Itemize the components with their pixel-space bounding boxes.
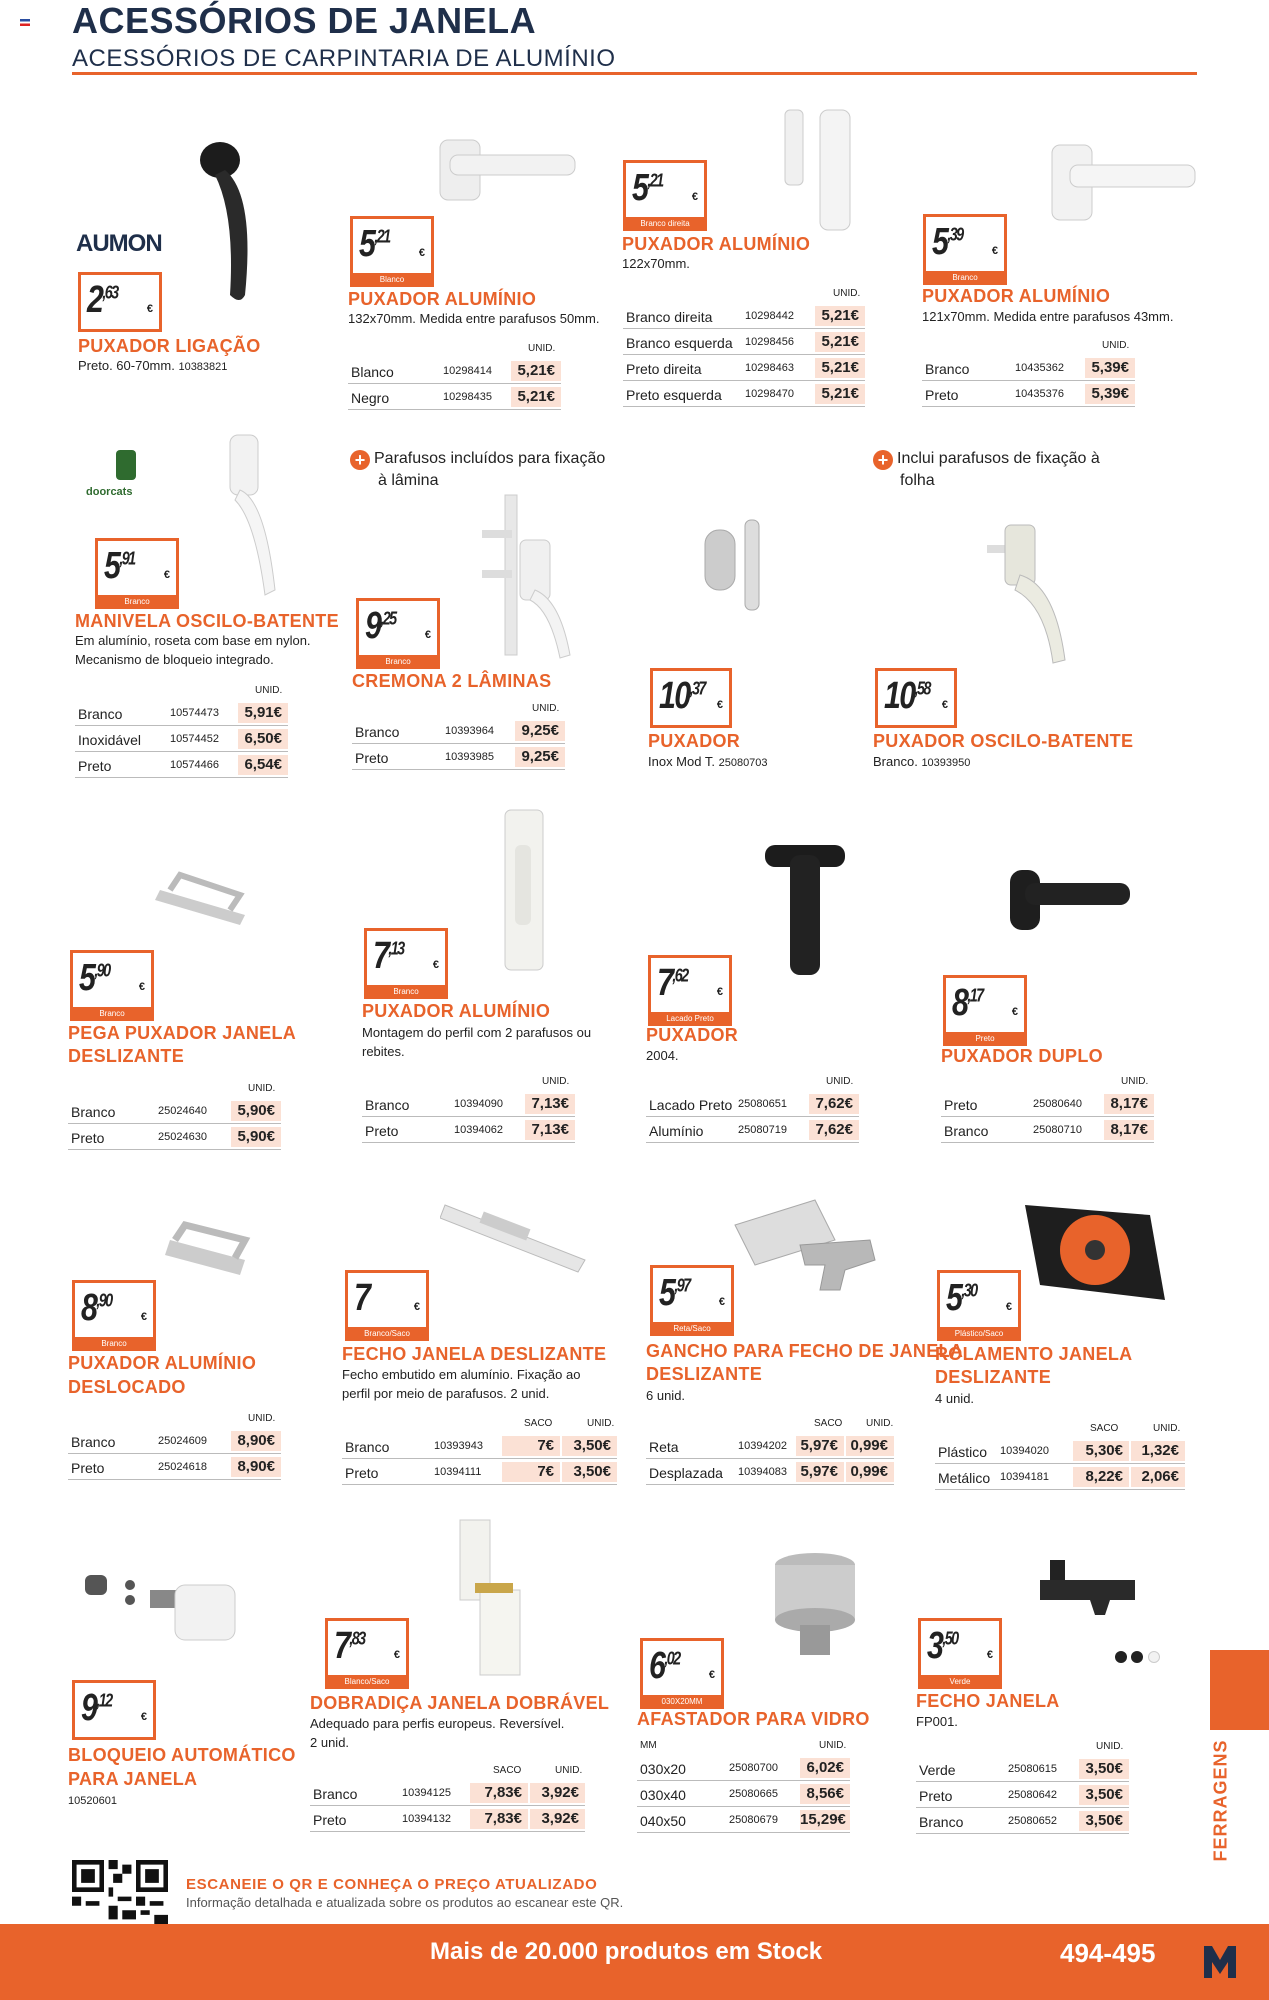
product-name-1: PUXADOR ALUMÍNIO — [68, 1353, 257, 1373]
price-table: UNID. Preto 25080640 8,17€ Branco 25080710 8,17€ — [941, 1073, 1154, 1147]
price-label: Lacado Preto — [648, 1012, 732, 1026]
price-table: SACO UNID. Branco 10394125 7,83€ 3,92€ Preto 10394132 7,83€ 3,92€ — [310, 1762, 585, 1836]
price-label: Reta/Saco — [650, 1322, 734, 1336]
price-label: Branco/Saco — [345, 1327, 429, 1341]
product-name: PUXADOR — [648, 731, 741, 751]
handle-image — [780, 105, 870, 235]
table-row: Branco 10393964 9,25€ — [352, 718, 565, 744]
price-label: Branco — [72, 1337, 156, 1351]
price-tag: $5^{,97}$ € Reta/Saco — [650, 1265, 734, 1325]
table-row: Branco 10394090 7,13€ — [362, 1091, 575, 1117]
table-row: Verde 25080615 3,50€ — [916, 1756, 1129, 1782]
handle-image — [150, 860, 260, 940]
table-row: Inoxidável 10574452 6,50€ — [75, 726, 288, 752]
spacer-image — [770, 1550, 865, 1660]
note: + Inclui parafusos de fixação à — [873, 448, 1100, 470]
price-tag: $5^{,21}$ € Branco direita — [623, 160, 707, 220]
product-name-2: DESLIZANTE — [646, 1364, 763, 1384]
page-subtitle: ACESSÓRIOS DE CARPINTARIA DE ALUMÍNIO — [72, 45, 616, 72]
table-row: Plástico 10394020 5,30€ 1,32€ — [935, 1438, 1185, 1464]
table-row: Preto 10435376 5,39€ — [922, 381, 1135, 407]
price-tag: $8^{,17}$ € Preto — [943, 975, 1027, 1035]
product-desc-1: Montagem do perfil com 2 parafusos ou — [362, 1025, 592, 1040]
table-row: Preto 25024630 5,90€ — [68, 1124, 281, 1150]
product-desc-1: Adequado para perfis europeus. Reversível. — [310, 1716, 565, 1731]
handle-image — [1050, 140, 1200, 230]
lock-image — [80, 1570, 240, 1660]
price-label: Branco — [70, 1007, 154, 1021]
product-name-1: PEGA PUXADOR JANELA — [68, 1023, 297, 1043]
price-label: Verde — [918, 1675, 1002, 1689]
handle-image — [700, 515, 780, 615]
plus-icon: + — [873, 450, 893, 470]
price-tag: $7^{,83}$ € Blanco/Saco — [325, 1618, 409, 1678]
price-table: SACO UNID. Branco 10393943 7€ 3,50€ Preto 10394111 7€ 3,50€ — [342, 1415, 617, 1489]
page-numbers: 494-495 — [1060, 1938, 1156, 1968]
table-row: Preto 10574466 6,54€ — [75, 752, 288, 778]
handle-image — [985, 505, 1095, 665]
table-row: Branco 25024640 5,90€ — [68, 1098, 281, 1124]
price-table: UNID. Verde 25080615 3,50€ Preto 25080642 3,50€ Branco 25080652 3,50€ — [916, 1738, 1129, 1838]
header-divider — [72, 72, 1197, 75]
flag-icon — [20, 19, 30, 26]
table-row: 040x50 25080679 15,29€ — [637, 1807, 850, 1833]
price-tag: $5^{,21}$ € Blanco — [350, 216, 434, 276]
product-name-2: DESLIZANTE — [935, 1367, 1052, 1387]
product-name: PUXADOR OSCILO-BATENTE — [873, 731, 1134, 751]
price-table: UNID. Branco 25024609 8,90€ Preto 25024618 8,90€ — [68, 1410, 281, 1484]
table-row: 030x20 25080700 6,02€ — [637, 1755, 850, 1781]
table-row: Metálico 10394181 8,22€ 2,06€ — [935, 1464, 1185, 1490]
product-desc-1: Em alumínio, roseta com base em nylon. — [75, 633, 311, 648]
hinge-image — [455, 1515, 535, 1680]
price-table: UNID. Blanco 10298414 5,21€ Negro 10298435 5,21€ — [348, 340, 561, 414]
price-table: SACO UNID. Plástico 10394020 5,30€ 1,32€ Metálico 10394181 8,22€ 2,06€ — [935, 1420, 1185, 1494]
price-tag: $6^{,02}$ € 030X20MM — [640, 1638, 724, 1698]
currency: € — [146, 303, 153, 315]
brand-logo-aumon: AUMON — [76, 230, 162, 257]
product-desc: Preto. 60-70mm. 10383821 — [78, 358, 228, 373]
product-name: PUXADOR LIGAÇÃO — [78, 336, 261, 356]
product-name: FECHO JANELA DESLIZANTE — [342, 1344, 607, 1364]
price-label: Blanco/Saco — [325, 1675, 409, 1689]
product-name: DOBRADIÇA JANELA DOBRÁVEL — [310, 1693, 610, 1713]
price-tag: $10^{,37}$ € — [650, 668, 732, 728]
price-tag: $8^{,90}$ € Branco — [72, 1280, 156, 1340]
price-tag: $3^{,50}$ € Verde — [918, 1618, 1002, 1678]
price-tag: $10^{,58}$ € — [875, 668, 957, 728]
product-desc: 4 unid. — [935, 1391, 975, 1406]
product-name-1: ROLAMENTO JANELA — [935, 1344, 1133, 1364]
price-label: Plástico/Saco — [937, 1327, 1021, 1341]
product-desc-2: rebites. — [362, 1044, 405, 1059]
product-name-2: DESLOCADO — [68, 1377, 186, 1397]
qr-title: ESCANEIE O QR E CONHEÇA O PREÇO ATUALIZADO — [186, 1876, 598, 1893]
latch-image — [440, 1190, 590, 1275]
price-label: Blanco — [350, 273, 434, 287]
product-name: PUXADOR ALUMÍNIO — [362, 1001, 551, 1021]
table-row: Preto 25080642 3,50€ — [916, 1782, 1129, 1808]
table-row: 030x40 25080665 8,56€ — [637, 1781, 850, 1807]
price-table: UNID. Branco direita 10298442 5,21€ Branco esquerda 10298456 5,21€ Preto direita 10298463 5,21€ Preto esquerda 10298470 5,21€ — [623, 285, 865, 410]
table-row: Preto 10394132 7,83€ 3,92€ — [310, 1806, 585, 1832]
price-label: Branco direita — [623, 217, 707, 231]
product-name-1: GANCHO PARA FECHO DE JANELA — [646, 1341, 964, 1361]
price-table: UNID. Branco 10394090 7,13€ Preto 10394062 7,13€ — [362, 1073, 575, 1147]
table-row: Negro 10298435 5,21€ — [348, 384, 561, 410]
price-label: Preto — [943, 1032, 1027, 1046]
table-row: Blanco 10298414 5,21€ — [348, 358, 561, 384]
price-tag: $5^{,90}$ € Branco — [70, 950, 154, 1010]
price-tag: $5^{,39}$ € Branco — [923, 214, 1007, 274]
product-name: CREMONA 2 LÂMINAS — [352, 671, 552, 691]
price-label: 030X20MM — [640, 1695, 724, 1709]
price-table: UNID. Branco 25024640 5,90€ Preto 25024630 5,90€ — [68, 1080, 281, 1154]
page-title: ACESSÓRIOS DE JANELA — [72, 0, 537, 41]
handle-image — [160, 1210, 260, 1290]
hook-image — [730, 1195, 880, 1295]
price-tag: $9^{,25}$ € Branco — [356, 598, 440, 658]
price-label: Branco — [364, 985, 448, 999]
product-desc: 121x70mm. Medida entre parafusos 43mm. — [922, 309, 1174, 324]
price-label: Branco — [923, 271, 1007, 285]
price-tag: 7 € Branco/Saco — [345, 1270, 429, 1330]
product-desc: 6 unid. — [646, 1388, 686, 1403]
table-row: Preto 10394062 7,13€ — [362, 1117, 575, 1143]
price-table: MM UNID. 030x20 25080700 6,02€ 030x40 25080665 8,56€ 040x50 25080679 15,29€ — [637, 1737, 850, 1837]
price-table: UNID. Branco 10574473 5,91€ Inoxidável 10574452 6,50€ Preto 10574466 6,54€ — [75, 682, 288, 782]
price-tag: $5^{,30}$ € Plástico/Saco — [937, 1270, 1021, 1330]
table-row: Branco 10435362 5,39€ — [922, 355, 1135, 381]
section-tab — [1210, 1650, 1269, 1730]
product-desc: 2004. — [646, 1048, 679, 1063]
price-tag: $5^{,91}$ € Branco — [95, 538, 179, 598]
product-name: PUXADOR ALUMÍNIO — [348, 289, 537, 309]
price-table: SACO UNID. Reta 10394202 5,97€ 0,99€ Desplazada 10394083 5,97€ 0,99€ — [646, 1415, 894, 1489]
table-row: Reta 10394202 5,97€ 0,99€ — [646, 1433, 894, 1459]
price-tag: $9^{,12}$ € — [72, 1680, 156, 1740]
product-name-2: DESLIZANTE — [68, 1046, 185, 1066]
price-label: Branco — [356, 655, 440, 669]
brand-logo-icon — [1200, 1936, 1240, 1986]
price-tag — [78, 272, 162, 332]
handle-image — [195, 135, 275, 305]
product-name: FECHO JANELA — [916, 1691, 1060, 1711]
product-name: MANIVELA OSCILO-BATENTE — [75, 611, 339, 631]
product-desc: FP001. — [916, 1714, 958, 1729]
product-name: PUXADOR ALUMÍNIO — [922, 286, 1111, 306]
table-row: Preto 10394111 7€ 3,50€ — [342, 1459, 617, 1485]
price-tag: $7^{,62}$ € Lacado Preto — [648, 955, 732, 1015]
table-row: Branco 25024609 8,90€ — [68, 1428, 281, 1454]
product-name: PUXADOR — [646, 1025, 739, 1045]
table-row: Branco 25080652 3,50€ — [916, 1808, 1129, 1834]
footer-stock-text: Mais de 20.000 produtos em Stock — [430, 1938, 823, 1965]
price-tag: $7^{,13}$ € Branco — [364, 928, 448, 988]
product-desc: 122x70mm. — [622, 256, 690, 271]
product-name: PUXADOR ALUMÍNIO — [622, 234, 811, 254]
cremona-image — [480, 490, 590, 660]
price-table: UNID. Branco 10393964 9,25€ Preto 10393985 9,25€ — [352, 700, 565, 774]
table-row: Lacado Preto 25080651 7,62€ — [646, 1091, 859, 1117]
latch-image — [1020, 1555, 1150, 1625]
handle-image — [500, 805, 550, 975]
product-name-2: PARA JANELA — [68, 1769, 198, 1789]
price-table: UNID. Branco 10435362 5,39€ Preto 10435376 5,39€ — [922, 337, 1135, 411]
table-row: Desplazada 10394083 5,97€ 0,99€ — [646, 1459, 894, 1485]
table-row: Branco direita 10298442 5,21€ — [623, 303, 865, 329]
product-ref: 10520601 — [68, 1795, 117, 1807]
note-2: folha — [900, 472, 935, 489]
handle-image — [430, 135, 580, 215]
price-label: Branco — [95, 595, 179, 609]
section-label: FERRAGENS — [1210, 1739, 1231, 1862]
product-desc: 132x70mm. Medida entre parafusos 50mm. — [348, 311, 600, 326]
product-desc-2: Mecanismo de bloqueio integrado. — [75, 652, 274, 667]
price-table: UNID. Lacado Preto 25080651 7,62€ Alumínio 25080719 7,62€ — [646, 1073, 859, 1147]
table-row: Branco 10574473 5,91€ — [75, 700, 288, 726]
product-desc: Branco. 10393950 — [873, 754, 971, 769]
product-name: PUXADOR DUPLO — [941, 1046, 1103, 1066]
table-row: Preto 25024618 8,90€ — [68, 1454, 281, 1480]
product-desc-2: perfil por meio de parafusos. 2 unid. — [342, 1386, 550, 1401]
table-row: Preto 25080640 8,17€ — [941, 1091, 1154, 1117]
product-desc-1: Fecho embutido em alumínio. Fixação ao — [342, 1367, 581, 1382]
table-row: Preto 10393985 9,25€ — [352, 744, 565, 770]
price-value: $2^{,63}$ — [87, 279, 118, 321]
handle-image — [755, 840, 855, 980]
product-desc-2: 2 unid. — [310, 1735, 350, 1750]
product-desc: Inox Mod T. 25080703 — [648, 754, 768, 769]
roller-image — [1020, 1190, 1170, 1310]
handle-image — [220, 430, 300, 600]
product-name-1: BLOQUEIO AUTOMÁTICO — [68, 1745, 296, 1765]
product-name: AFASTADOR PARA VIDRO — [637, 1709, 870, 1729]
qr-text: Informação detalhada e atualizada sobre os produtos ao escanear este QR. — [186, 1895, 624, 1910]
brand-logo-doorcats: doorcats — [86, 450, 156, 505]
table-row: Branco 10393943 7€ 3,50€ — [342, 1433, 617, 1459]
table-row: Branco 25080710 8,17€ — [941, 1117, 1154, 1143]
table-row: Branco 10394125 7,83€ 3,92€ — [310, 1780, 585, 1806]
table-row: Preto esquerda 10298470 5,21€ — [623, 381, 865, 407]
plus-icon: + — [350, 450, 370, 470]
note: + Parafusos incluídos para fixação — [350, 448, 605, 470]
table-row: Branco esquerda 10298456 5,21€ — [623, 329, 865, 355]
table-row: Preto direita 10298463 5,21€ — [623, 355, 865, 381]
note-2: à lâmina — [378, 472, 439, 489]
color-swatches — [1115, 1650, 1160, 1668]
handle-image — [1005, 865, 1135, 940]
table-row: Alumínio 25080719 7,62€ — [646, 1117, 859, 1143]
